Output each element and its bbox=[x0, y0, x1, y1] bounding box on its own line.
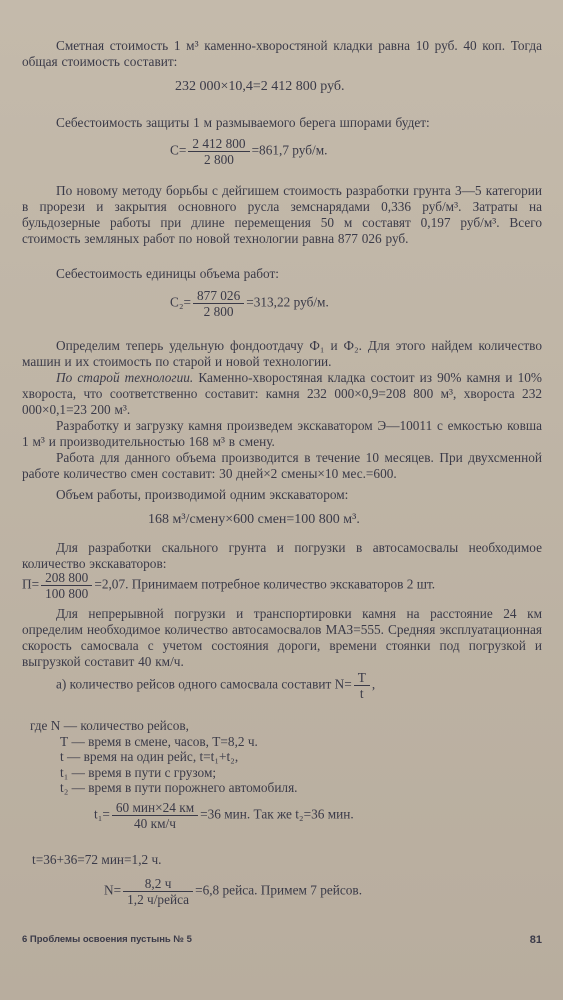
equation-total-cost: 232 000×10,4=2 412 800 руб. bbox=[175, 79, 345, 94]
fraction-numerator: 2 412 800 bbox=[188, 136, 249, 152]
paragraph-capital-productivity: Определим теперь удельную фондоотдачу Ф₁ и Ф₂. Для этого найдем количество машин и их стоимость по старой и новой технологии. bbox=[22, 338, 542, 369]
fraction-denominator: 1,2 ч/рейса bbox=[127, 892, 190, 907]
italic-subheading: По старой технологии. bbox=[56, 370, 194, 385]
page-number: 81 bbox=[529, 934, 542, 946]
fraction-denominator: 100 800 bbox=[45, 586, 89, 601]
paragraph-cost-per-m3: Сметная стоимость 1 м³ каменно-хворостяной кладки равна 10 руб. 40 коп. Тогда общая стоимость составит: bbox=[22, 38, 542, 69]
fraction-denominator: 40 км/ч bbox=[134, 816, 176, 831]
definition-item: Т — время в смене, часов, Т=8,2 ч. bbox=[60, 733, 258, 749]
paragraph-excavator-volume: Объем работы, производимой одним экскаватором: bbox=[56, 487, 349, 502]
paragraph-dump-trucks: Для непрерывной погрузки и транспортировки камня на расстояние 24 км определим необходимое количество автосамосвалов МАЗ=555. Средняя эксплуатационная скорость самосвала с учетом состояния дороги, времени стоянки под погрузкой и выгрузкой составит 40 км/ч. bbox=[22, 606, 542, 669]
footer-publication: 6 Проблемы освоения пустынь № 5 bbox=[22, 934, 192, 945]
fraction-numerator: 877 026 bbox=[193, 288, 244, 304]
paragraph-rock-excavation: Для разработки скального грунта и погрузки в автосамосвалы необходимое количество экскаваторов: bbox=[22, 540, 542, 571]
equation-trip-count: а) количество рейсов одного самосвала составит N= $\frac{T}{t}$ , bbox=[56, 670, 376, 701]
definition-item: t₂ — время в пути порожнего автомобиля. bbox=[60, 780, 298, 795]
paragraph-excavator: Разработку и загрузку камня произведем экскаватором Э—10011 с емкостью ковша 1 м³ и производительностью 168 м³ в смену. bbox=[22, 418, 542, 449]
paragraph-unit-cost-heading: Себестоимость защиты 1 м размываемого берега шпорами будет: bbox=[56, 115, 430, 130]
definitions-list bbox=[30, 718, 490, 796]
fraction-numerator: 208 800 bbox=[41, 570, 92, 586]
paragraph-unit-volume-cost: Себестоимость единицы объема работ: bbox=[56, 266, 279, 281]
paragraph-old-technology: По старой технологии. Каменно-хворостяная кладка состоит из 90% камня и 10% хворостa, что соответственно составит: камня 232 000×0,9=208 800 м³, хвороста 232 000×0,1=23 200 м³. bbox=[22, 370, 542, 417]
equation-trips-result: N= $\frac{8,2 ч}{\text{1,2 ч/рейса}}$ =6,8 рейса. Примем 7 рейсов. bbox=[104, 876, 363, 907]
equation-t1: t₁= $\frac{\text{60 мин×24 км}}{40 км/ч}$ =36 мин. Так же t₂=36 мин. bbox=[94, 800, 354, 831]
fraction-numerator: 8,2 ч bbox=[123, 876, 193, 892]
fraction-numerator: T bbox=[354, 670, 370, 686]
equation-excavator-count: П= $\frac{208 800}{100 800}$ =2,07. Принимаем потребное количество экскаваторов 2 шт. bbox=[22, 570, 436, 601]
paragraph-new-method: По новому методу борьбы с дейгишем стоимость разработки грунта 3—5 категории в прорези и закрытия основного русла земснарядами 0,336 руб/м³. Затраты на бульдозерные работы при длине перемещения 50 м составят 0,197 руб/м³. Всего стоимость земляных работ по новой технологии равна 877 026 руб. bbox=[22, 183, 542, 246]
equation-t-total: t=36+36=72 мин=1,2 ч. bbox=[32, 852, 162, 867]
equation-unit-cost-old: С= $\frac{2 412 800}{2 800}$ =861,7 руб/м. bbox=[170, 136, 328, 167]
definition-item: где N — количество рейсов, bbox=[30, 718, 189, 733]
fraction-denominator: 2 800 bbox=[204, 152, 234, 167]
fraction-numerator: 60 мин×24 км bbox=[112, 800, 198, 816]
fraction-denominator: t bbox=[359, 686, 364, 701]
equation-excavator-volume: 168 м³/смену×600 смен=100 800 м³. bbox=[148, 512, 360, 527]
definition-item: t — время на один рейс, t=t₁+t₂, bbox=[60, 749, 239, 764]
equation-unit-cost-new: С₂= $\frac{877 026}{2 800}$ =313,22 руб/м. bbox=[170, 288, 329, 319]
definition-item: t₁ — время в пути с грузом; bbox=[60, 764, 217, 780]
paragraph-shift-count: Работа для данного объема производится в течение 10 месяцев. При двухсменной работе количество смен составит: 30 дней×2 смены×10 мес.=600. bbox=[22, 450, 542, 481]
page-footer bbox=[22, 934, 542, 945]
fraction-denominator: 2 800 bbox=[203, 304, 234, 319]
